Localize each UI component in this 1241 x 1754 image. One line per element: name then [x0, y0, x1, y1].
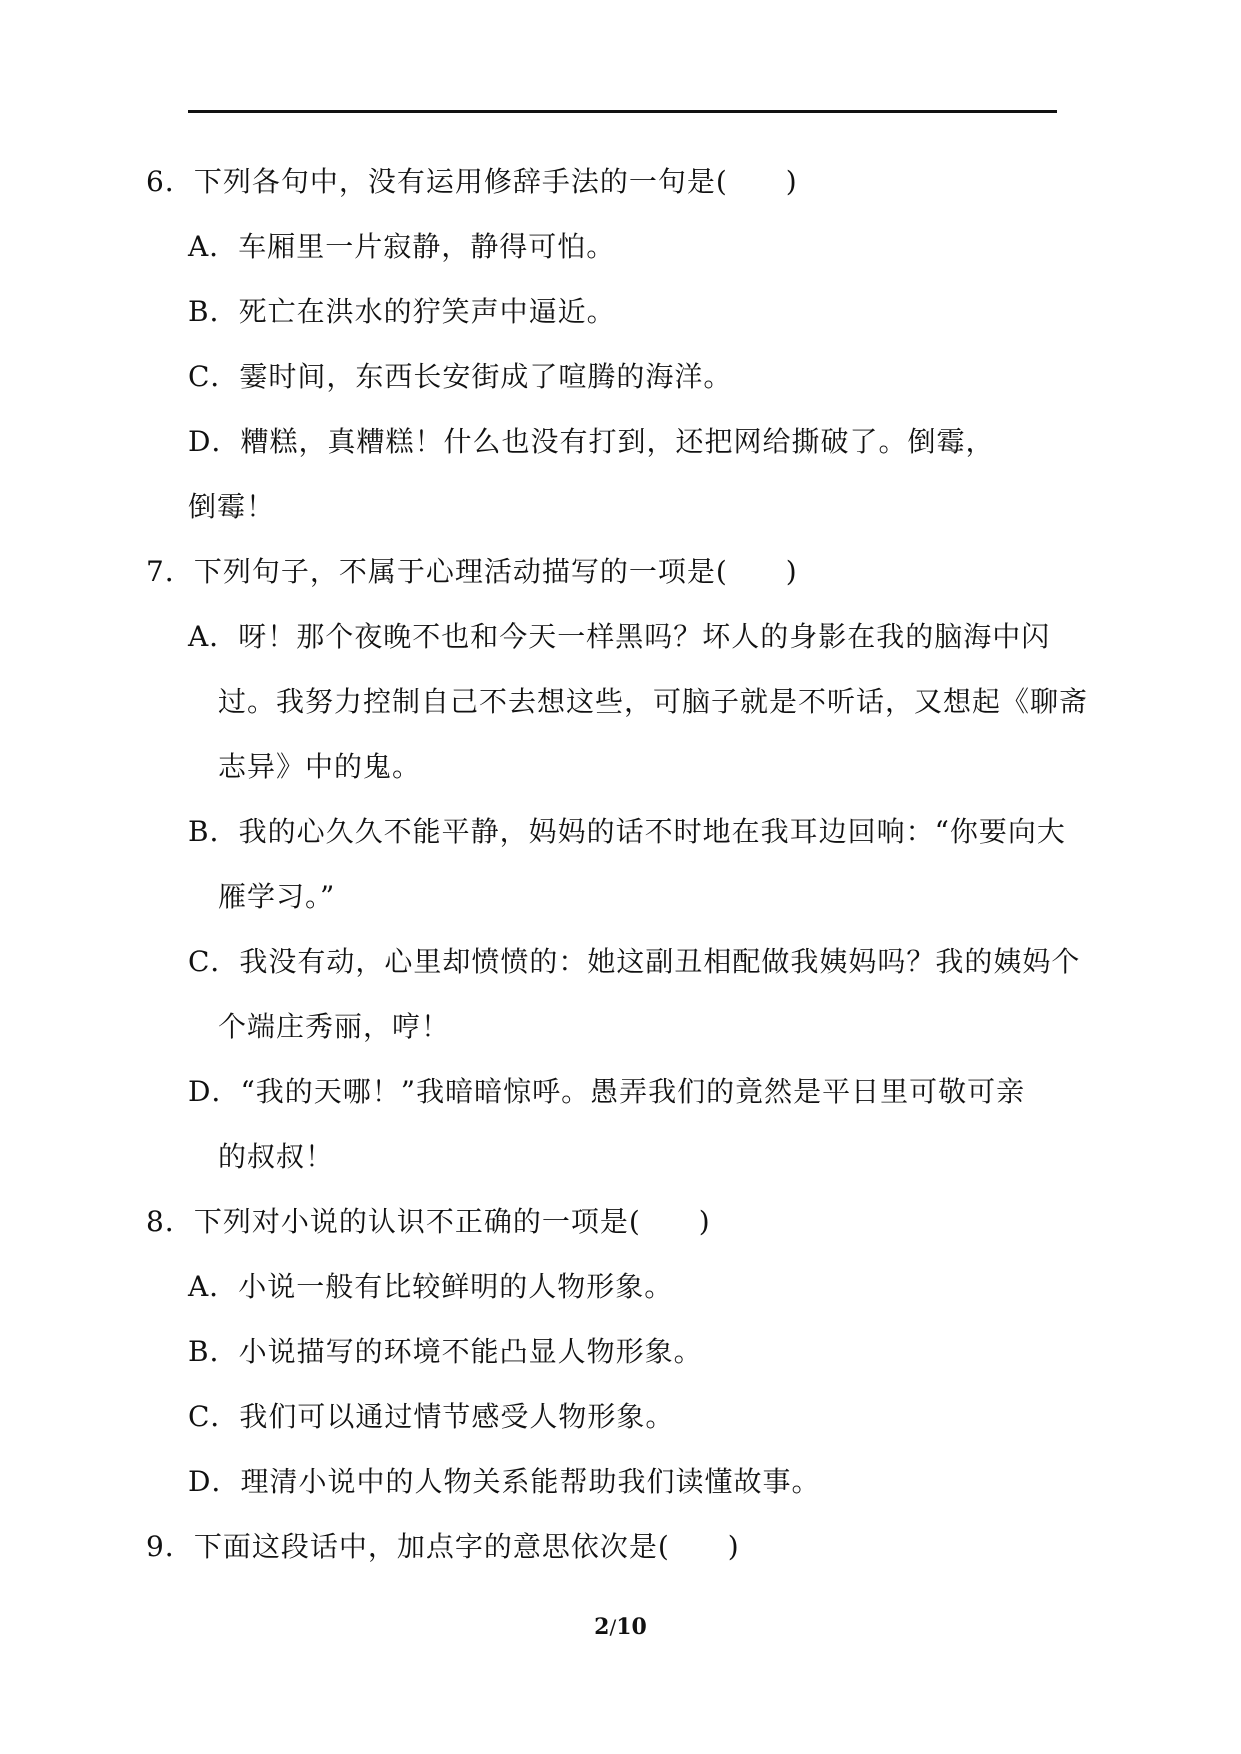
question-6-option-d-continued: 倒霉！ [188, 490, 276, 523]
question-7-option-d-continued: 的叔叔！ [218, 1140, 335, 1173]
question-6-stem: 6．下列各句中，没有运用修辞手法的一句是( ) [146, 165, 798, 198]
question-6-option-a: A．车厢里一片寂静，静得可怕。 [188, 230, 616, 263]
question-8-option-b: B．小说描写的环境不能凸显人物形象。 [188, 1335, 703, 1368]
question-7-stem: 7．下列句子，不属于心理活动描写的一项是( ) [146, 555, 798, 588]
question-7-option-c: C．我没有动，心里却愤愤的：她这副丑相配做我姨妈吗？我的姨妈个 [188, 945, 1081, 978]
question-8-stem: 8．下列对小说的认识不正确的一项是( ) [146, 1205, 711, 1238]
header-rule [188, 110, 1057, 113]
question-8-option-c: C．我们可以通过情节感受人物形象。 [188, 1400, 675, 1433]
question-6-option-c: C．霎时间，东西长安街成了喧腾的海洋。 [188, 360, 733, 393]
question-7-option-b: B．我的心久久不能平静，妈妈的话不时地在我耳边回响：“你要向大 [188, 815, 1066, 848]
question-8-option-d: D．理清小说中的人物关系能帮助我们读懂故事。 [188, 1465, 821, 1498]
question-9-stem: 9．下面这段话中，加点字的意思依次是( ) [146, 1530, 740, 1563]
question-7-option-d: D．“我的天哪！”我暗暗惊呼。愚弄我们的竟然是平日里可敬可亲 [188, 1075, 1026, 1108]
page-number [0, 1614, 1241, 1640]
question-8-option-a: A．小说一般有比较鲜明的人物形象。 [188, 1270, 674, 1303]
question-6-option-b: B．死亡在洪水的狞笑声中逼近。 [188, 295, 616, 328]
question-7-option-b-continued: 雁学习。” [218, 880, 336, 913]
question-7-option-a: A．呀！那个夜晚不也和今天一样黑吗？坏人的身影在我的脑海中闪 [188, 620, 1051, 653]
question-7-option-a-continued: 志异》中的鬼。 [218, 750, 422, 783]
total-pages: 10 [616, 1614, 647, 1640]
page-separator: / [609, 1615, 617, 1639]
question-7-option-c-continued: 个端庄秀丽，哼！ [218, 1010, 451, 1043]
question-6-option-d: D．糟糕，真糟糕！什么也没有打到，还把网给撕破了。倒霉， [188, 425, 995, 458]
current-page: 2 [594, 1614, 610, 1640]
question-7-option-a-continued: 过。我努力控制自己不去想这些，可脑子就是不听话，又想起《聊斋 [218, 685, 1089, 718]
